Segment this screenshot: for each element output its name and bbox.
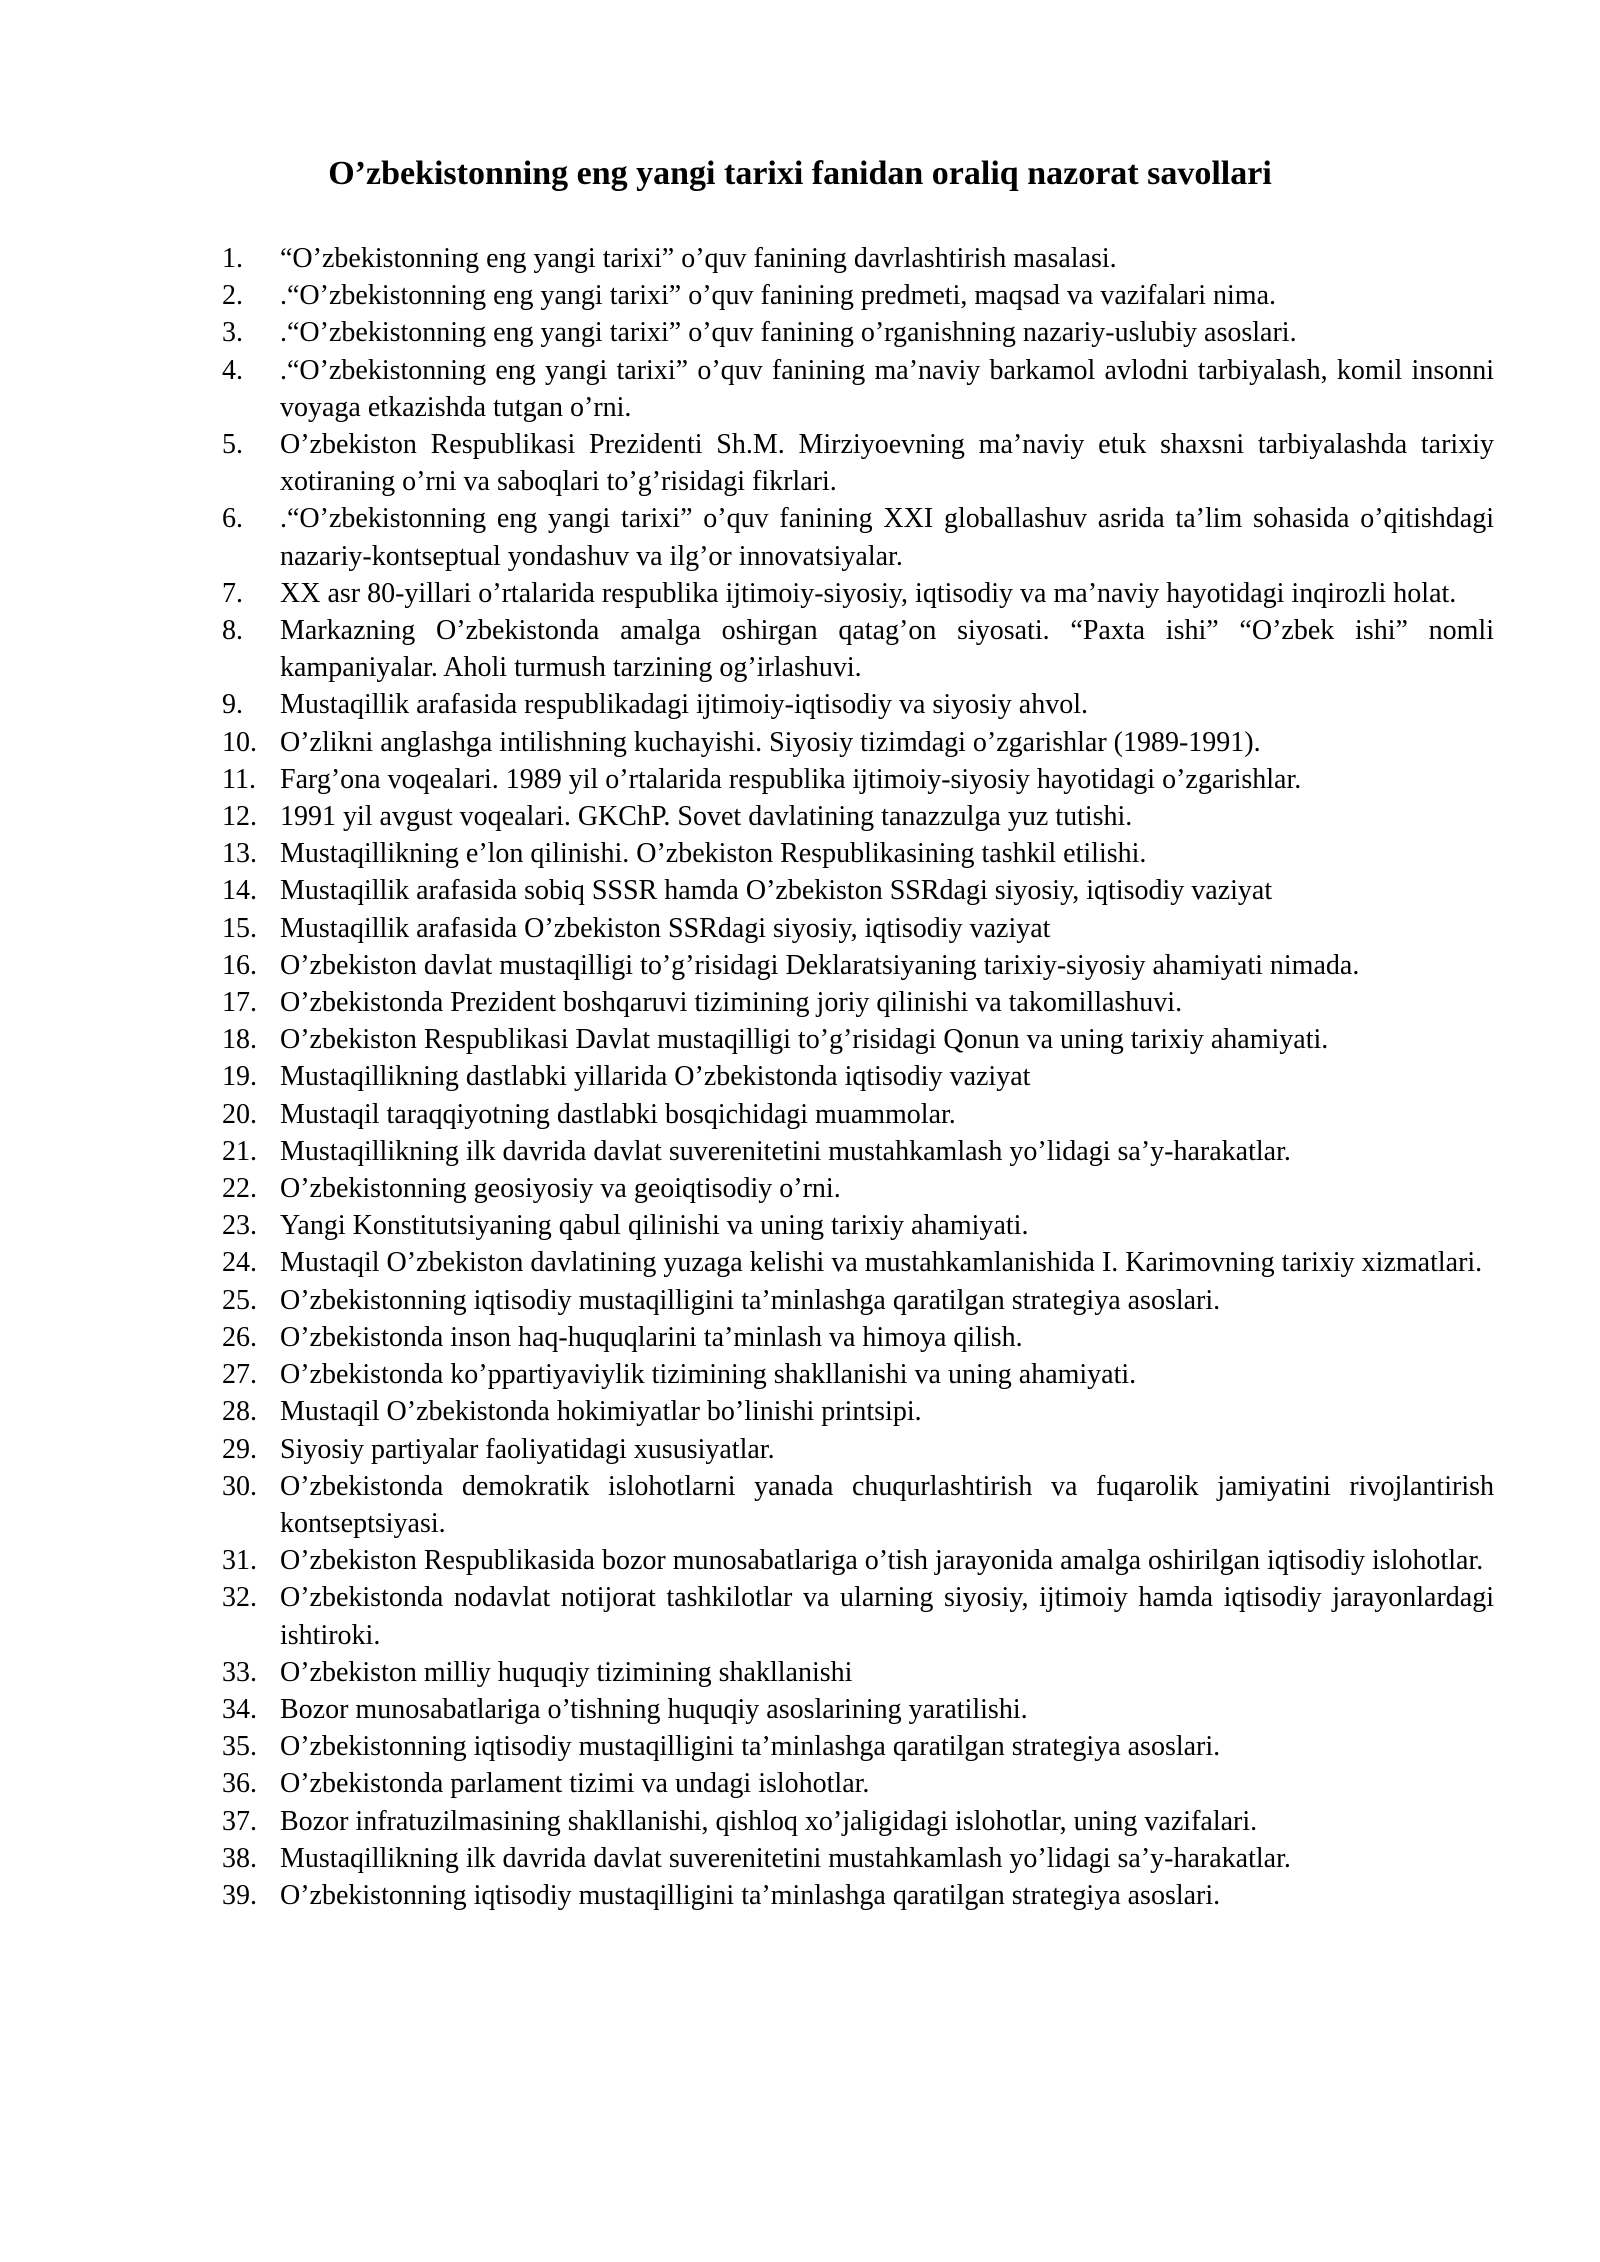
question-item bbox=[222, 1133, 1494, 1170]
question-item bbox=[222, 500, 1494, 574]
question-item bbox=[222, 352, 1494, 426]
question-item bbox=[222, 947, 1494, 984]
question-number: 11. bbox=[222, 763, 256, 795]
question-number: 33. bbox=[222, 1656, 257, 1688]
question-text: O’zbekiston Respublikasi Davlat mustaqilligi to’g’risidagi Qonun va uning tarixiy ahamiyati. bbox=[280, 1024, 1329, 1056]
question-number: 2. bbox=[222, 280, 243, 312]
question-number: 35. bbox=[222, 1731, 257, 1763]
question-number: 24. bbox=[222, 1247, 257, 1279]
question-number: 36. bbox=[222, 1768, 257, 1800]
question-item bbox=[222, 1096, 1494, 1133]
question-text: O’zbekistonda demokratik islohotlarni yanada chuqurlashtirish va fuqarolik jamiyatini rivojlantirish kontseptsiyasi. bbox=[280, 1470, 1494, 1539]
question-text: Bozor infratuzilmasining shakllanishi, qishloq xo’jaligidagi islohotlar, uning vazifalari. bbox=[280, 1805, 1258, 1837]
question-item bbox=[222, 1691, 1494, 1728]
question-number: 22. bbox=[222, 1173, 257, 1205]
question-number: 34. bbox=[222, 1693, 257, 1725]
document-title: O’zbekistonning eng yangi tarixi fanidan oraliq nazorat savollari bbox=[328, 155, 1272, 192]
question-number: 37. bbox=[222, 1805, 257, 1837]
question-text: O’zbekiston davlat mustaqilligi to’g’risidagi Deklaratsiyaning tarixiy-siyosiy ahamiyati nimada. bbox=[280, 949, 1360, 981]
question-text: O’zbekistonda inson haq-huquqlarini ta’minlash va himoya qilish. bbox=[280, 1321, 1023, 1353]
question-text: .“O’zbekistonning eng yangi tarixi” o’quv fanining o’rganishning nazariy-uslubiy asoslari. bbox=[280, 317, 1297, 349]
question-number: 31. bbox=[222, 1545, 257, 1577]
question-item bbox=[222, 984, 1494, 1021]
question-text: Mustaqillikning ilk davrida davlat suverenitetini mustahkamlash yo’lidagi sa’y-harakatlar. bbox=[280, 1842, 1291, 1874]
question-item bbox=[222, 835, 1494, 872]
question-number: 19. bbox=[222, 1061, 257, 1093]
question-number: 1. bbox=[222, 243, 243, 274]
question-text: O’zbekistonda Prezident boshqaruvi tizimining joriy qilinishi va takomillashuvi. bbox=[280, 987, 1183, 1019]
question-item bbox=[222, 1840, 1494, 1877]
question-item bbox=[222, 314, 1494, 351]
question-item bbox=[222, 1244, 1494, 1281]
question-number: 3. bbox=[222, 317, 243, 349]
question-item bbox=[222, 1579, 1494, 1653]
question-text: O’zbekistonda parlament tizimi va undagi islohotlar. bbox=[280, 1768, 870, 1800]
question-text: O’zbekistonning geosiyosiy va geoiqtisodiy o’rni. bbox=[280, 1173, 841, 1205]
question-item bbox=[222, 686, 1494, 723]
question-item bbox=[222, 575, 1494, 612]
question-number: 14. bbox=[222, 875, 257, 907]
question-number: 32. bbox=[222, 1582, 257, 1614]
question-number: 4. bbox=[222, 354, 243, 386]
question-text: O’zlikni anglashga intilishning kuchayishi. Siyosiy tizimdagi o’zgarishlar (1989-1991). bbox=[280, 726, 1261, 758]
question-number: 23. bbox=[222, 1210, 257, 1242]
question-item bbox=[222, 1431, 1494, 1468]
question-text: Mustaqil taraqqiyotning dastlabki bosqichidagi muammolar. bbox=[280, 1098, 956, 1130]
question-text: Mustaqillikning dastlabki yillarida O’zbekistonda iqtisodiy vaziyat bbox=[280, 1061, 1031, 1093]
question-number: 9. bbox=[222, 689, 243, 721]
question-text: Mustaqillik arafasida respublikadagi ijtimoiy-iqtisodiy va siyosiy ahvol. bbox=[280, 689, 1088, 721]
question-text: Mustaqillik arafasida O’zbekiston SSRdagi siyosiy, iqtisodiy vaziyat bbox=[280, 912, 1051, 944]
question-text: O’zbekiston Respublikasi Prezidenti Sh.M. Mirziyoevning ma’naviy etuk shaxsni tarbiyalashda tarixiy xotiraning o’rni va saboqlari to’g’risidagi fikrlari. bbox=[280, 429, 1494, 498]
question-text: O’zbekiston Respublikasida bozor munosabatlariga o’tish jarayonida amalga oshirilgan iqtisodiy islohotlar. bbox=[280, 1545, 1484, 1577]
question-item bbox=[222, 1468, 1494, 1542]
question-number: 39. bbox=[222, 1879, 257, 1911]
question-number: 8. bbox=[222, 615, 243, 647]
question-text: .“O’zbekistonning eng yangi tarixi” o’quv fanining ma’naviy barkamol avlodni tarbiyalash, komil insonni voyaga etkazishda tutgan o’rni. bbox=[280, 354, 1494, 423]
question-item bbox=[222, 798, 1494, 835]
question-item bbox=[222, 612, 1494, 686]
question-item bbox=[222, 1803, 1494, 1840]
question-item bbox=[222, 277, 1494, 314]
question-text: O’zbekistonning iqtisodiy mustaqilligini ta’minlashga qaratilgan strategiya asoslari. bbox=[280, 1284, 1221, 1316]
question-number: 7. bbox=[222, 577, 243, 609]
question-item bbox=[222, 872, 1494, 909]
question-number: 6. bbox=[222, 503, 243, 535]
question-item bbox=[222, 1654, 1494, 1691]
question-text: .“O’zbekistonning eng yangi tarixi” o’quv fanining predmeti, maqsad va vazifalari nima. bbox=[280, 280, 1277, 312]
question-text: Mustaqillikning ilk davrida davlat suverenitetini mustahkamlash yo’lidagi sa’y-harakatlar. bbox=[280, 1135, 1291, 1167]
question-number: 18. bbox=[222, 1024, 257, 1056]
question-text: Mustaqil O’zbekiston davlatining yuzaga kelishi va mustahkamlanishida I. Karimovning tarixiy xizmatlari. bbox=[280, 1247, 1483, 1279]
question-item bbox=[222, 1170, 1494, 1207]
question-number: 10. bbox=[222, 726, 257, 758]
question-list bbox=[222, 240, 1494, 1914]
question-number: 20. bbox=[222, 1098, 257, 1130]
question-text: Bozor munosabatlariga o’tishning huquqiy asoslarining yaratilishi. bbox=[280, 1693, 1028, 1725]
question-item bbox=[222, 1282, 1494, 1319]
question-item bbox=[222, 761, 1494, 798]
question-item bbox=[222, 910, 1494, 947]
question-number: 29. bbox=[222, 1433, 257, 1465]
question-text: O’zbekistonda nodavlat notijorat tashkilotlar va ularning siyosiy, ijtimoiy hamda iqtisodiy jarayonlardagi ishtiroki. bbox=[280, 1582, 1494, 1651]
question-number: 5. bbox=[222, 429, 243, 461]
question-text: Mustaqillik arafasida sobiq SSSR hamda O’zbekiston SSRdagi siyosiy, iqtisodiy vaziyat bbox=[280, 875, 1273, 907]
question-text: Yangi Konstitutsiyaning qabul qilinishi va uning tarixiy ahamiyati. bbox=[280, 1210, 1029, 1242]
question-text: Mustaqil O’zbekistonda hokimiyatlar bo’linishi printsipi. bbox=[280, 1396, 922, 1428]
question-text: Mustaqillikning e’lon qilinishi. O’zbekiston Respublikasining tashkil etilishi. bbox=[280, 838, 1147, 870]
question-text: Markazning O’zbekistonda amalga oshirgan qatag’on siyosati. “Paxta ishi” “O’zbek ishi” nomli kampaniyalar. Aholi turmush tarzining og’irlashuvi. bbox=[280, 615, 1494, 684]
question-item bbox=[222, 240, 1494, 277]
question-number: 27. bbox=[222, 1359, 257, 1391]
question-item bbox=[222, 1356, 1494, 1393]
question-item bbox=[222, 724, 1494, 761]
question-item bbox=[222, 1877, 1494, 1914]
question-text: Farg’ona voqealari. 1989 yil o’rtalarida respublika ijtimoiy-siyosiy hayotidagi o’zgarishlar. bbox=[280, 763, 1302, 795]
question-number: 21. bbox=[222, 1135, 257, 1167]
question-number: 26. bbox=[222, 1321, 257, 1353]
question-item bbox=[222, 1393, 1494, 1430]
question-item bbox=[222, 1765, 1494, 1802]
question-text: .“O’zbekistonning eng yangi tarixi” o’quv fanining XXI globallashuv asrida ta’lim sohasida o’qitishdagi nazariy-kontseptual yondashuv va ilg’or innovatsiyalar. bbox=[280, 503, 1494, 572]
question-number: 12. bbox=[222, 801, 257, 833]
question-number: 17. bbox=[222, 987, 257, 1019]
question-number: 16. bbox=[222, 949, 257, 981]
question-number: 30. bbox=[222, 1470, 257, 1502]
question-number: 25. bbox=[222, 1284, 257, 1316]
question-number: 15. bbox=[222, 912, 257, 944]
question-text: O’zbekistonda ko’ppartiyaviylik tizimining shakllanishi va uning ahamiyati. bbox=[280, 1359, 1137, 1391]
question-text: O’zbekistonning iqtisodiy mustaqilligini ta’minlashga qaratilgan strategiya asoslari. bbox=[280, 1731, 1221, 1763]
question-text: 1991 yil avgust voqealari. GKChP. Sovet davlatining tanazzulga yuz tutishi. bbox=[280, 801, 1133, 833]
question-number: 13. bbox=[222, 838, 257, 870]
question-text: “O’zbekistonning eng yangi tarixi” o’quv fanining davrlashtirish masalasi. bbox=[280, 243, 1117, 274]
question-number: 38. bbox=[222, 1842, 257, 1874]
question-item bbox=[222, 1542, 1494, 1579]
question-text: XX asr 80-yillari o’rtalarida respublika ijtimoiy-siyosiy, iqtisodiy va ma’naviy hayotidagi inqirozli holat. bbox=[280, 577, 1457, 609]
question-text: Siyosiy partiyalar faoliyatidagi xususiyatlar. bbox=[280, 1433, 775, 1465]
question-item bbox=[222, 1728, 1494, 1765]
question-text: O’zbekistonning iqtisodiy mustaqilligini ta’minlashga qaratilgan strategiya asoslari. bbox=[280, 1879, 1221, 1911]
question-item bbox=[222, 1319, 1494, 1356]
question-item bbox=[222, 1207, 1494, 1244]
question-text: O’zbekiston milliy huquqiy tizimining shakllanishi bbox=[280, 1656, 853, 1688]
question-item bbox=[222, 1021, 1494, 1058]
question-item bbox=[222, 426, 1494, 500]
question-item bbox=[222, 1058, 1494, 1095]
question-number: 28. bbox=[222, 1396, 257, 1428]
